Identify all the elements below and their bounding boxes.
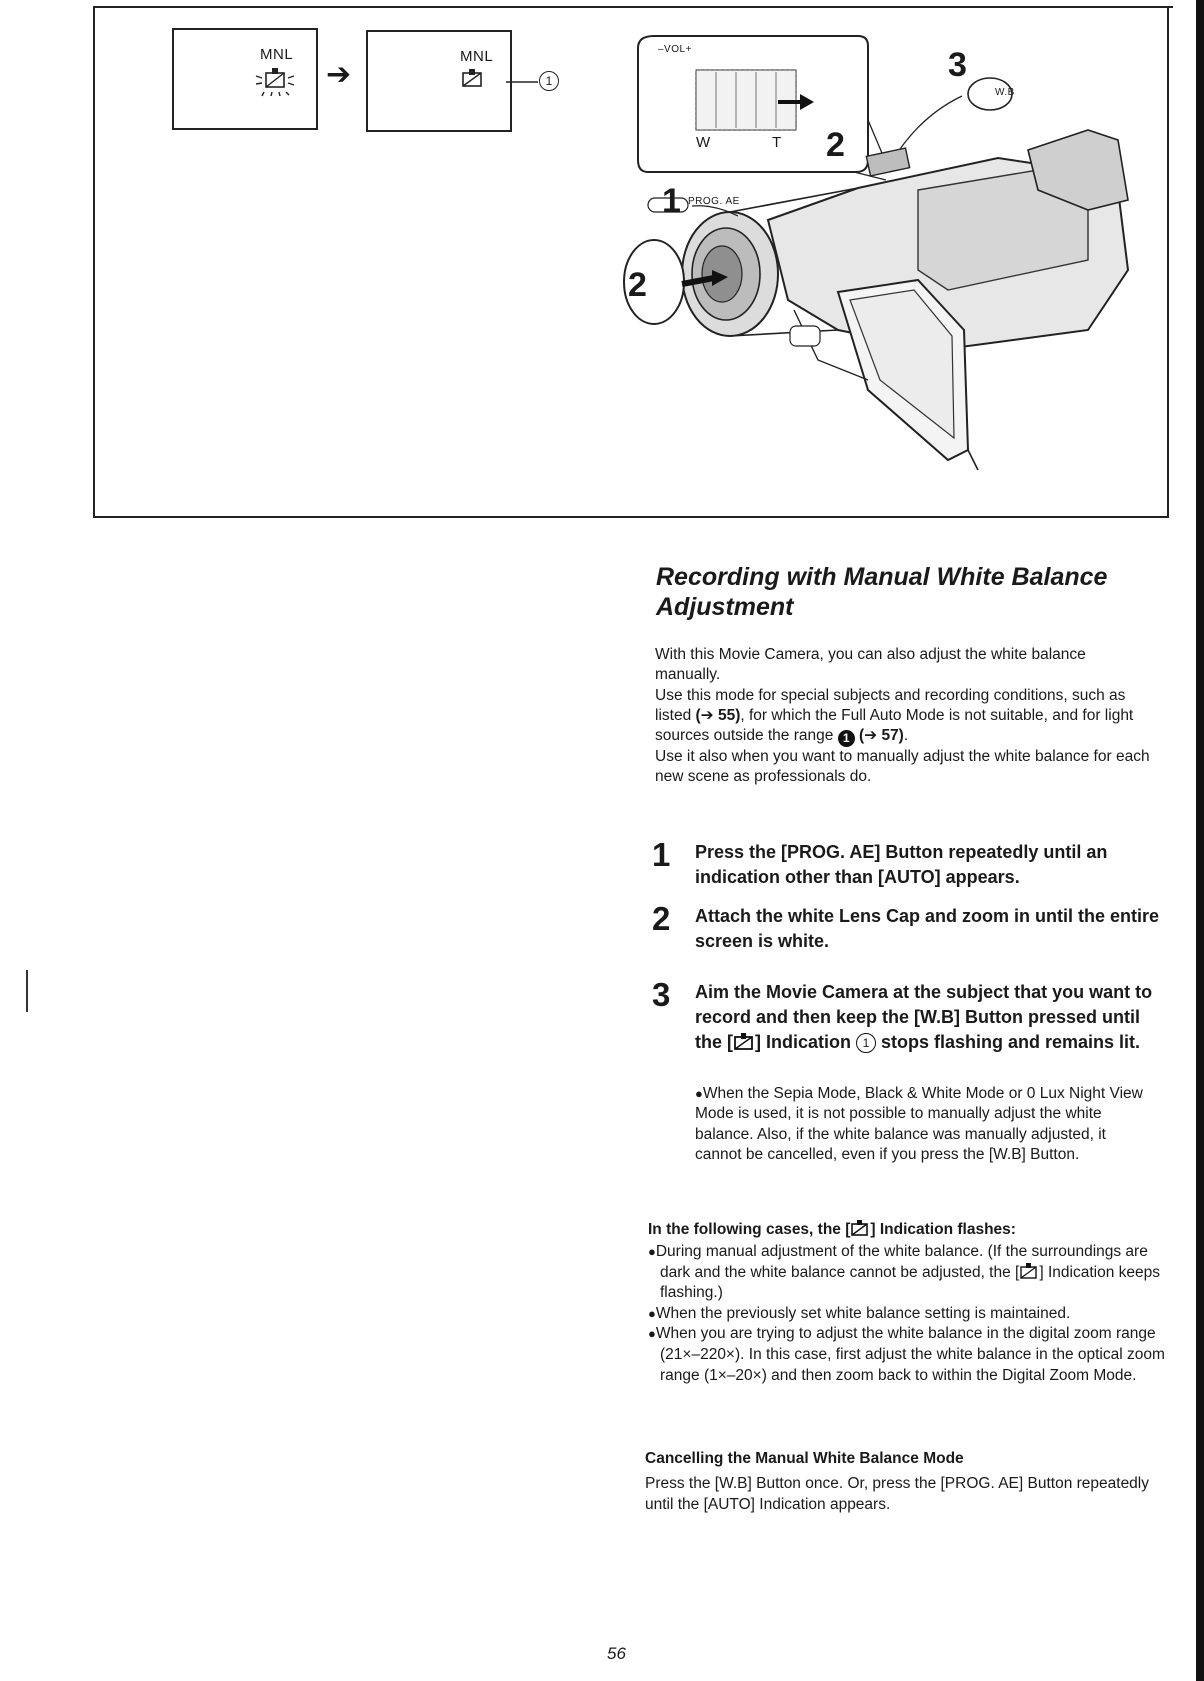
- camera-illustration: [618, 30, 1178, 500]
- margin-mark: [26, 970, 28, 1012]
- white-balance-icon: [733, 1032, 755, 1050]
- step-number: 2: [652, 900, 671, 937]
- callout-number-1: 1: [539, 71, 559, 91]
- range-badge-icon: 1: [838, 730, 855, 747]
- flashes-heading: In the following cases, the [ ] Indication flashes:: [648, 1221, 1016, 1238]
- prog-ae-label: PROG. AE: [688, 196, 740, 207]
- flashes-list: [648, 1242, 1168, 1386]
- page-ref-55: (➔ 55): [695, 706, 741, 724]
- intro-text: [655, 645, 1155, 788]
- intro-paragraph-3: Use it also when you want to manually adjust the white balance for each new scene as professionals do.: [655, 748, 1150, 786]
- white-balance-icon: [460, 68, 486, 88]
- lcd-display-flashing: [172, 28, 318, 130]
- white-balance-icon: [1019, 1263, 1039, 1279]
- white-balance-icon: [850, 1220, 870, 1236]
- page-ref-57: (➔ 57): [858, 727, 904, 745]
- step-callout-3: 3: [948, 46, 967, 84]
- illustration-frame-top: [93, 6, 1173, 8]
- list-item: ●When the previously set white balance setting is maintained.: [648, 1304, 1071, 1322]
- step-text: Attach the white Lens Cap and zoom in until the entire screen is white.: [695, 906, 1160, 951]
- cancel-heading: Cancelling the Manual White Balance Mode: [645, 1450, 964, 1467]
- step-number: 1: [652, 836, 671, 873]
- wb-button-label: W.B: [995, 87, 1015, 98]
- cancel-text: Press the [W.B] Button once. Or, press the [PROG. AE] Button repeatedly until the [AUTO] Indication appears.: [645, 1475, 1149, 1513]
- wide-label: W: [696, 134, 711, 151]
- intro-paragraph-2: Use this mode for special subjects and recording conditions, such as listed (➔ 55), for which the Full Auto Mode is not suitable, and for light sources outside the range 1 (➔ 57).: [655, 686, 1134, 746]
- lcd-mnl-label: MNL: [260, 46, 294, 63]
- arrow-right-icon: ➔: [326, 58, 352, 91]
- step-text: Press the [PROG. AE] Button repeatedly until an indication other than [AUTO] appears.: [695, 842, 1108, 887]
- vol-label: –VOL+: [658, 44, 692, 55]
- step-text: Aim the Movie Camera at the subject that you want to record and then keep the [W.B] Button pressed until the [ ] Indication 1 stops flashing and remains lit.: [695, 982, 1153, 1052]
- intro-paragraph-1: With this Movie Camera, you can also adjust the white balance manually.: [655, 646, 1086, 684]
- step-callout-2-lever: 2: [826, 126, 845, 164]
- white-balance-icon-flashing: [252, 64, 298, 98]
- callout-number-1: 1: [856, 1033, 876, 1053]
- bullet-icon: ●: [695, 1086, 703, 1101]
- step-callout-2-lens: 2: [628, 266, 647, 304]
- lcd-display-steady: [366, 30, 512, 132]
- bullet-icon: ●: [648, 1305, 656, 1321]
- page-edge-bar: [1196, 0, 1204, 1681]
- step-3-note: ●When the Sepia Mode, Black & White Mode or 0 Lux Night View Mode is used, it is not possible to manually adjust the white balance. Also, if the white balance was manually adjusted, it cannot be cancelled, even if you press the [W.B] Button.: [695, 1085, 1143, 1164]
- step-number: 3: [652, 976, 671, 1013]
- tele-label: T: [772, 134, 782, 151]
- list-item: ●During manual adjustment of the white balance. (If the surroundings are dark and the white balance cannot be adjusted, the [ ] Indication keeps flashing.): [648, 1243, 1160, 1302]
- list-item: ●When you are trying to adjust the white balance in the digital zoom range (21×–220×). In this case, first adjust the white balance in the optical zoom range (1×–20×) and then zoom back to within the Digital Zoom Mode.: [648, 1325, 1165, 1384]
- page-title: Recording with Manual White Balance Adjustment: [656, 563, 1108, 621]
- page-number: 56: [607, 1644, 626, 1663]
- bullet-icon: ●: [648, 1326, 656, 1342]
- step-callout-1: 1: [662, 182, 681, 220]
- bullet-icon: ●: [648, 1244, 656, 1259]
- lcd-mnl-label: MNL: [460, 48, 494, 65]
